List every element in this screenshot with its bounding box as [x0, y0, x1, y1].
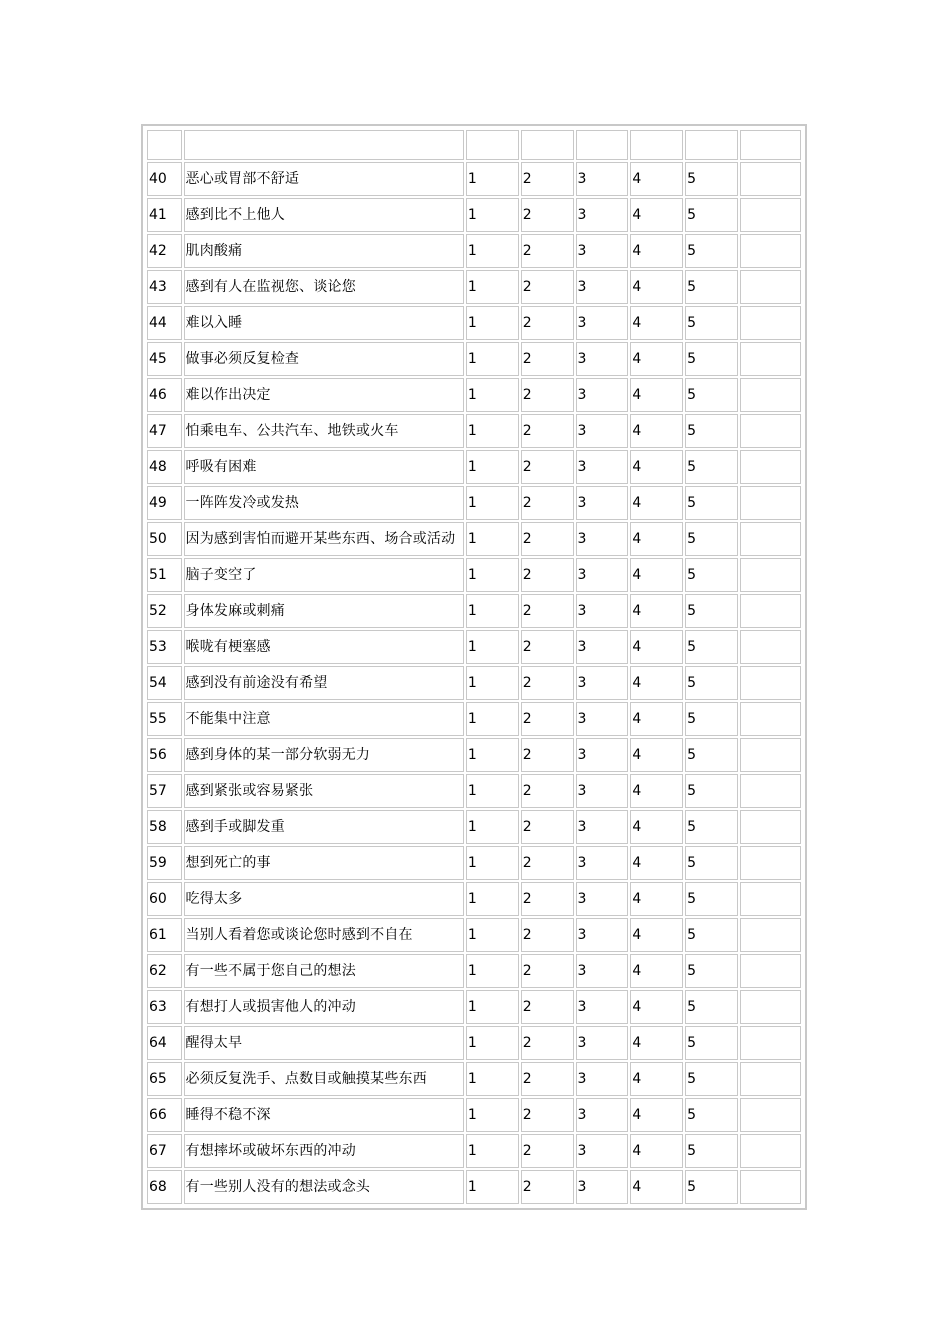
item-text: 感到有人在监视您、谈论您 [184, 270, 464, 304]
answer-cell[interactable] [740, 918, 801, 952]
header-cell [184, 130, 464, 160]
answer-cell[interactable] [740, 1062, 801, 1096]
rating-option-1[interactable]: 1 [466, 954, 519, 988]
rating-option-3[interactable]: 3 [576, 378, 629, 412]
rating-option-5[interactable]: 5 [685, 846, 738, 880]
rating-option-4[interactable]: 4 [630, 630, 683, 664]
answer-cell[interactable] [740, 630, 801, 664]
answer-cell[interactable] [740, 522, 801, 556]
rating-option-3[interactable]: 3 [576, 1098, 629, 1132]
item-number: 67 [147, 1134, 182, 1168]
table-row [147, 450, 801, 484]
rating-option-1[interactable]: 1 [466, 738, 519, 772]
rating-option-5[interactable]: 5 [685, 990, 738, 1024]
item-number: 61 [147, 918, 182, 952]
rating-option-5[interactable]: 5 [685, 702, 738, 736]
table-row [147, 1062, 801, 1096]
rating-option-1[interactable]: 1 [466, 270, 519, 304]
rating-option-4[interactable]: 4 [630, 1098, 683, 1132]
item-text: 肌肉酸痛 [184, 234, 464, 268]
rating-option-2[interactable]: 2 [521, 990, 574, 1024]
table-row [147, 882, 801, 916]
item-text: 脑子变空了 [184, 558, 464, 592]
rating-option-1[interactable]: 1 [466, 630, 519, 664]
item-text: 有想摔坏或破坏东西的冲动 [184, 1134, 464, 1168]
rating-option-5[interactable]: 5 [685, 882, 738, 916]
rating-option-3[interactable]: 3 [576, 522, 629, 556]
rating-option-1[interactable]: 1 [466, 1026, 519, 1060]
item-number: 68 [147, 1170, 182, 1204]
answer-cell[interactable] [740, 198, 801, 232]
rating-option-3[interactable]: 3 [576, 882, 629, 916]
answer-cell[interactable] [740, 342, 801, 376]
item-text: 因为感到害怕而避开某些东西、场合或活动 [184, 522, 464, 556]
rating-option-4[interactable]: 4 [630, 306, 683, 340]
answer-cell[interactable] [740, 990, 801, 1024]
item-number: 62 [147, 954, 182, 988]
rating-option-5[interactable]: 5 [685, 306, 738, 340]
item-number: 42 [147, 234, 182, 268]
rating-option-1[interactable]: 1 [466, 702, 519, 736]
rating-option-2[interactable]: 2 [521, 1134, 574, 1168]
table-row [147, 918, 801, 952]
answer-cell[interactable] [740, 162, 801, 196]
rating-option-2[interactable]: 2 [521, 558, 574, 592]
rating-option-4[interactable]: 4 [630, 882, 683, 916]
rating-option-4[interactable]: 4 [630, 918, 683, 952]
answer-cell[interactable] [740, 594, 801, 628]
rating-option-4[interactable]: 4 [630, 1062, 683, 1096]
table-row [147, 558, 801, 592]
rating-option-2[interactable]: 2 [521, 450, 574, 484]
rating-option-4[interactable]: 4 [630, 954, 683, 988]
item-text: 醒得太早 [184, 1026, 464, 1060]
answer-cell[interactable] [740, 450, 801, 484]
rating-option-3[interactable]: 3 [576, 162, 629, 196]
rating-option-2[interactable]: 2 [521, 198, 574, 232]
rating-option-5[interactable]: 5 [685, 522, 738, 556]
rating-option-5[interactable]: 5 [685, 234, 738, 268]
item-number: 52 [147, 594, 182, 628]
rating-option-1[interactable]: 1 [466, 198, 519, 232]
item-number: 64 [147, 1026, 182, 1060]
header-cell [521, 130, 574, 160]
rating-option-3[interactable]: 3 [576, 594, 629, 628]
rating-option-5[interactable]: 5 [685, 198, 738, 232]
answer-cell[interactable] [740, 1134, 801, 1168]
rating-option-5[interactable]: 5 [685, 774, 738, 808]
item-text: 有一些别人没有的想法或念头 [184, 1170, 464, 1204]
rating-option-5[interactable]: 5 [685, 1098, 738, 1132]
rating-option-5[interactable]: 5 [685, 1026, 738, 1060]
rating-option-1[interactable]: 1 [466, 1134, 519, 1168]
table-row [147, 342, 801, 376]
rating-option-5[interactable]: 5 [685, 666, 738, 700]
answer-cell[interactable] [740, 810, 801, 844]
rating-option-1[interactable]: 1 [466, 990, 519, 1024]
answer-cell[interactable] [740, 1170, 801, 1204]
rating-option-5[interactable]: 5 [685, 1062, 738, 1096]
rating-option-3[interactable]: 3 [576, 1134, 629, 1168]
rating-option-4[interactable]: 4 [630, 810, 683, 844]
header-cell [466, 130, 519, 160]
rating-option-5[interactable]: 5 [685, 486, 738, 520]
answer-cell[interactable] [740, 414, 801, 448]
answer-cell[interactable] [740, 846, 801, 880]
table-row [147, 954, 801, 988]
table-row [147, 666, 801, 700]
item-number: 65 [147, 1062, 182, 1096]
rating-option-2[interactable]: 2 [521, 846, 574, 880]
item-number: 49 [147, 486, 182, 520]
table-row [147, 522, 801, 556]
item-text: 一阵阵发冷或发热 [184, 486, 464, 520]
item-text: 感到身体的某一部分软弱无力 [184, 738, 464, 772]
rating-option-3[interactable]: 3 [576, 810, 629, 844]
header-cell [685, 130, 738, 160]
rating-option-5[interactable]: 5 [685, 630, 738, 664]
table-row [147, 306, 801, 340]
item-number: 60 [147, 882, 182, 916]
item-number: 54 [147, 666, 182, 700]
rating-option-4[interactable]: 4 [630, 342, 683, 376]
rating-option-2[interactable]: 2 [521, 1026, 574, 1060]
table-row [147, 702, 801, 736]
rating-option-1[interactable]: 1 [466, 918, 519, 952]
answer-cell[interactable] [740, 1026, 801, 1060]
rating-option-5[interactable]: 5 [685, 450, 738, 484]
rating-option-3[interactable]: 3 [576, 450, 629, 484]
item-text: 必须反复洗手、点数目或触摸某些东西 [184, 1062, 464, 1096]
rating-option-3[interactable]: 3 [576, 702, 629, 736]
item-text: 身体发麻或刺痛 [184, 594, 464, 628]
rating-option-4[interactable]: 4 [630, 774, 683, 808]
rating-option-4[interactable]: 4 [630, 1170, 683, 1204]
table-row [147, 738, 801, 772]
item-number: 58 [147, 810, 182, 844]
answer-cell[interactable] [740, 738, 801, 772]
rating-option-2[interactable]: 2 [521, 702, 574, 736]
answer-cell[interactable] [740, 702, 801, 736]
rating-option-5[interactable]: 5 [685, 738, 738, 772]
item-text: 呼吸有困难 [184, 450, 464, 484]
item-text: 感到没有前途没有希望 [184, 666, 464, 700]
rating-option-3[interactable]: 3 [576, 630, 629, 664]
rating-option-3[interactable]: 3 [576, 990, 629, 1024]
rating-option-3[interactable]: 3 [576, 486, 629, 520]
item-text: 当别人看着您或谈论您时感到不自在 [184, 918, 464, 952]
header-cell [576, 130, 629, 160]
rating-option-2[interactable]: 2 [521, 234, 574, 268]
answer-cell[interactable] [740, 270, 801, 304]
rating-option-2[interactable]: 2 [521, 810, 574, 844]
rating-option-4[interactable]: 4 [630, 486, 683, 520]
item-text: 有想打人或损害他人的冲动 [184, 990, 464, 1024]
rating-option-1[interactable]: 1 [466, 162, 519, 196]
rating-option-1[interactable]: 1 [466, 378, 519, 412]
item-number: 47 [147, 414, 182, 448]
table-row [147, 1098, 801, 1132]
rating-option-4[interactable]: 4 [630, 162, 683, 196]
header-cell [147, 130, 182, 160]
rating-option-1[interactable]: 1 [466, 342, 519, 376]
rating-option-4[interactable]: 4 [630, 594, 683, 628]
item-number: 63 [147, 990, 182, 1024]
rating-option-5[interactable]: 5 [685, 954, 738, 988]
rating-option-2[interactable]: 2 [521, 162, 574, 196]
item-text: 喉咙有梗塞感 [184, 630, 464, 664]
rating-option-2[interactable]: 2 [521, 882, 574, 916]
rating-option-1[interactable]: 1 [466, 450, 519, 484]
item-number: 43 [147, 270, 182, 304]
rating-option-5[interactable]: 5 [685, 378, 738, 412]
item-number: 48 [147, 450, 182, 484]
rating-option-3[interactable]: 3 [576, 558, 629, 592]
item-text: 感到比不上他人 [184, 198, 464, 232]
rating-option-2[interactable]: 2 [521, 774, 574, 808]
answer-cell[interactable] [740, 486, 801, 520]
answer-cell[interactable] [740, 954, 801, 988]
rating-option-2[interactable]: 2 [521, 414, 574, 448]
answer-cell[interactable] [740, 558, 801, 592]
rating-option-4[interactable]: 4 [630, 846, 683, 880]
table-row [147, 1170, 801, 1204]
rating-option-4[interactable]: 4 [630, 450, 683, 484]
rating-option-4[interactable]: 4 [630, 414, 683, 448]
rating-option-3[interactable]: 3 [576, 342, 629, 376]
rating-option-4[interactable]: 4 [630, 990, 683, 1024]
survey-table-body [147, 130, 801, 1204]
table-row [147, 594, 801, 628]
rating-option-1[interactable]: 1 [466, 666, 519, 700]
rating-option-4[interactable]: 4 [630, 738, 683, 772]
rating-option-1[interactable]: 1 [466, 234, 519, 268]
item-text: 不能集中注意 [184, 702, 464, 736]
table-row [147, 270, 801, 304]
rating-option-1[interactable]: 1 [466, 414, 519, 448]
item-text: 想到死亡的事 [184, 846, 464, 880]
table-row [147, 774, 801, 808]
rating-option-1[interactable]: 1 [466, 1098, 519, 1132]
rating-option-3[interactable]: 3 [576, 414, 629, 448]
rating-option-5[interactable]: 5 [685, 918, 738, 952]
rating-option-3[interactable]: 3 [576, 306, 629, 340]
rating-option-3[interactable]: 3 [576, 774, 629, 808]
item-text: 睡得不稳不深 [184, 1098, 464, 1132]
rating-option-2[interactable]: 2 [521, 918, 574, 952]
answer-cell[interactable] [740, 234, 801, 268]
rating-option-2[interactable]: 2 [521, 486, 574, 520]
rating-option-1[interactable]: 1 [466, 774, 519, 808]
rating-option-3[interactable]: 3 [576, 1170, 629, 1204]
item-text: 做事必须反复检查 [184, 342, 464, 376]
table-row [147, 846, 801, 880]
item-number: 56 [147, 738, 182, 772]
survey-table-frame [141, 124, 807, 1210]
item-number: 55 [147, 702, 182, 736]
rating-option-3[interactable]: 3 [576, 738, 629, 772]
item-number: 44 [147, 306, 182, 340]
rating-option-1[interactable]: 1 [466, 882, 519, 916]
item-number: 40 [147, 162, 182, 196]
item-number: 57 [147, 774, 182, 808]
rating-option-2[interactable]: 2 [521, 954, 574, 988]
item-text: 感到手或脚发重 [184, 810, 464, 844]
rating-option-3[interactable]: 3 [576, 954, 629, 988]
rating-option-2[interactable]: 2 [521, 306, 574, 340]
table-row [147, 162, 801, 196]
rating-option-5[interactable]: 5 [685, 1170, 738, 1204]
rating-option-4[interactable]: 4 [630, 522, 683, 556]
table-row [147, 486, 801, 520]
rating-option-5[interactable]: 5 [685, 1134, 738, 1168]
rating-option-2[interactable]: 2 [521, 1062, 574, 1096]
table-row [147, 990, 801, 1024]
answer-cell[interactable] [740, 306, 801, 340]
item-text: 怕乘电车、公共汽车、地铁或火车 [184, 414, 464, 448]
rating-option-4[interactable]: 4 [630, 666, 683, 700]
header-cell [630, 130, 683, 160]
rating-option-3[interactable]: 3 [576, 918, 629, 952]
rating-option-2[interactable]: 2 [521, 342, 574, 376]
answer-cell[interactable] [740, 882, 801, 916]
item-number: 50 [147, 522, 182, 556]
rating-option-1[interactable]: 1 [466, 810, 519, 844]
answer-cell[interactable] [740, 666, 801, 700]
rating-option-4[interactable]: 4 [630, 234, 683, 268]
rating-option-5[interactable]: 5 [685, 342, 738, 376]
item-text: 难以作出决定 [184, 378, 464, 412]
rating-option-5[interactable]: 5 [685, 270, 738, 304]
header-row [147, 130, 801, 160]
rating-option-2[interactable]: 2 [521, 738, 574, 772]
rating-option-5[interactable]: 5 [685, 810, 738, 844]
rating-option-1[interactable]: 1 [466, 1062, 519, 1096]
item-number: 66 [147, 1098, 182, 1132]
rating-option-3[interactable]: 3 [576, 1026, 629, 1060]
rating-option-5[interactable]: 5 [685, 558, 738, 592]
symptom-survey-table [145, 128, 803, 1206]
rating-option-3[interactable]: 3 [576, 198, 629, 232]
table-row [147, 234, 801, 268]
table-row [147, 630, 801, 664]
rating-option-4[interactable]: 4 [630, 702, 683, 736]
rating-option-1[interactable]: 1 [466, 594, 519, 628]
item-number: 45 [147, 342, 182, 376]
item-text: 感到紧张或容易紧张 [184, 774, 464, 808]
table-row [147, 378, 801, 412]
item-number: 53 [147, 630, 182, 664]
item-text: 恶心或胃部不舒适 [184, 162, 464, 196]
rating-option-2[interactable]: 2 [521, 1098, 574, 1132]
rating-option-2[interactable]: 2 [521, 1170, 574, 1204]
item-number: 41 [147, 198, 182, 232]
rating-option-5[interactable]: 5 [685, 594, 738, 628]
rating-option-4[interactable]: 4 [630, 378, 683, 412]
table-row [147, 198, 801, 232]
rating-option-2[interactable]: 2 [521, 522, 574, 556]
answer-cell[interactable] [740, 774, 801, 808]
item-text: 有一些不属于您自己的想法 [184, 954, 464, 988]
item-text: 吃得太多 [184, 882, 464, 916]
rating-option-4[interactable]: 4 [630, 270, 683, 304]
rating-option-2[interactable]: 2 [521, 666, 574, 700]
rating-option-3[interactable]: 3 [576, 666, 629, 700]
rating-option-4[interactable]: 4 [630, 558, 683, 592]
rating-option-1[interactable]: 1 [466, 1170, 519, 1204]
rating-option-4[interactable]: 4 [630, 198, 683, 232]
rating-option-2[interactable]: 2 [521, 594, 574, 628]
answer-cell[interactable] [740, 378, 801, 412]
table-row [147, 1026, 801, 1060]
table-row [147, 414, 801, 448]
item-number: 59 [147, 846, 182, 880]
rating-option-1[interactable]: 1 [466, 846, 519, 880]
item-number: 46 [147, 378, 182, 412]
rating-option-2[interactable]: 2 [521, 378, 574, 412]
rating-option-4[interactable]: 4 [630, 1134, 683, 1168]
table-row [147, 810, 801, 844]
rating-option-3[interactable]: 3 [576, 234, 629, 268]
rating-option-5[interactable]: 5 [685, 162, 738, 196]
table-row [147, 1134, 801, 1168]
rating-option-5[interactable]: 5 [685, 414, 738, 448]
rating-option-3[interactable]: 3 [576, 270, 629, 304]
rating-option-1[interactable]: 1 [466, 558, 519, 592]
item-text: 难以入睡 [184, 306, 464, 340]
answer-cell[interactable] [740, 1098, 801, 1132]
rating-option-2[interactable]: 2 [521, 270, 574, 304]
rating-option-3[interactable]: 3 [576, 846, 629, 880]
rating-option-2[interactable]: 2 [521, 630, 574, 664]
rating-option-1[interactable]: 1 [466, 486, 519, 520]
rating-option-4[interactable]: 4 [630, 1026, 683, 1060]
rating-option-1[interactable]: 1 [466, 306, 519, 340]
rating-option-3[interactable]: 3 [576, 1062, 629, 1096]
header-cell [740, 130, 801, 160]
rating-option-1[interactable]: 1 [466, 522, 519, 556]
item-number: 51 [147, 558, 182, 592]
